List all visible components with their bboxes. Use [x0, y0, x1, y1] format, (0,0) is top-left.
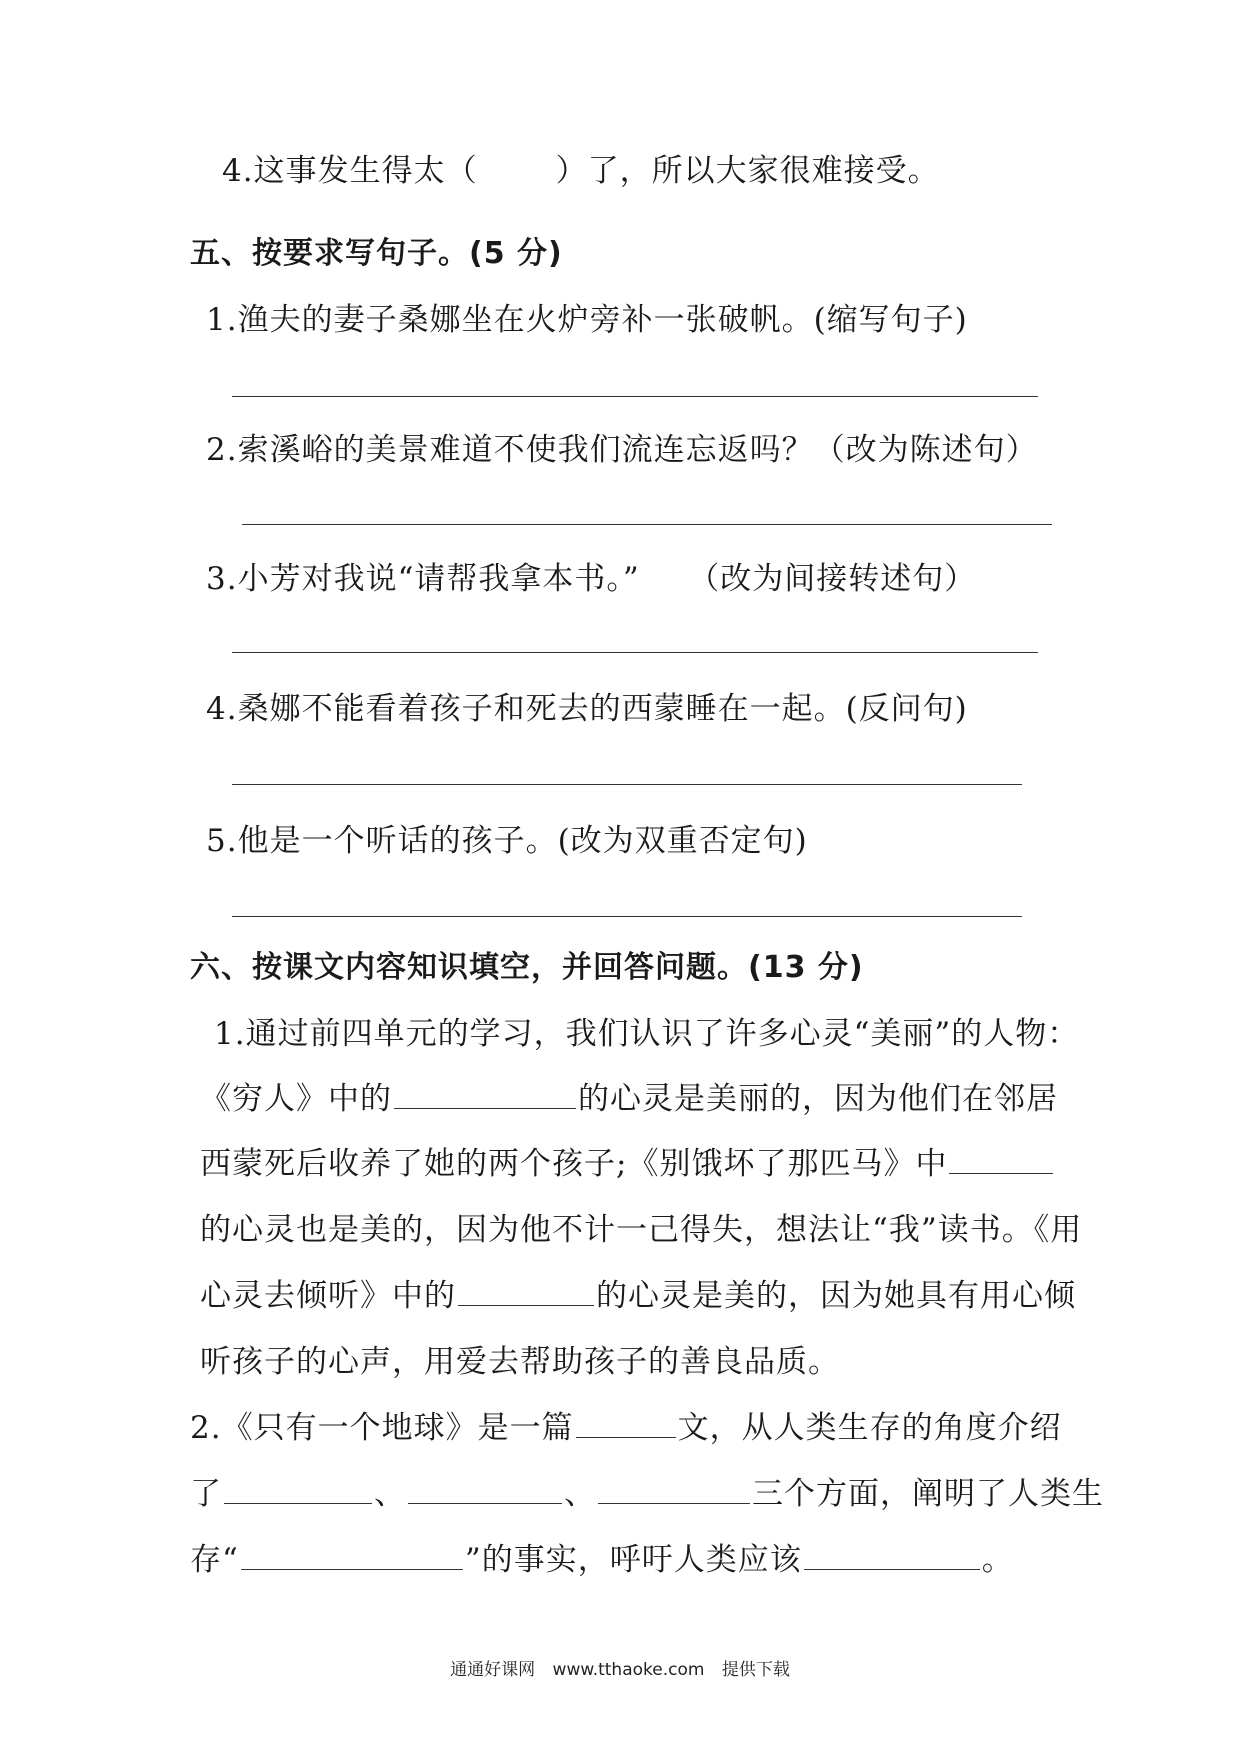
- q2-text: 了: [190, 1476, 222, 1512]
- q2-text: 三个方面，阐明了人类生: [752, 1476, 1104, 1512]
- section-6-q1-line-1: 1.通过前四单元的学习，我们认识了许多心灵“美丽”的人物：: [214, 1016, 1080, 1052]
- question-4-item-4: [222, 145, 940, 190]
- answer-line-2[interactable]: [242, 524, 1052, 525]
- fill-blank-fact[interactable]: [241, 1568, 463, 1570]
- q1-text: 西蒙死后收养了她的两个孩子;《别饿坏了那匹马》中: [200, 1146, 948, 1182]
- q1-text: 《穷人》中的: [200, 1081, 392, 1117]
- section-6-q1-line-6: 听孩子的心声，用爱去帮助孩子的善良品质。: [200, 1344, 840, 1380]
- footer: [0, 1655, 1240, 1680]
- footer-note: 提供下载: [721, 1660, 790, 1680]
- answer-line-1[interactable]: [232, 396, 1038, 397]
- section-6-q2-line-3: [190, 1534, 1014, 1579]
- section-5-item-3: 3.小芳对我说“请帮我拿本书。” （改为间接转述句）: [206, 561, 977, 597]
- section-5-item-4: 4.桑娜不能看着孩子和死去的西蒙睡在一起。(反问句): [206, 691, 968, 727]
- fill-blank-horse[interactable]: [949, 1172, 1053, 1174]
- footer-url[interactable]: www.tthaoke.com: [552, 1660, 705, 1680]
- section-6-q1-line-2: [200, 1073, 1058, 1118]
- section-5-item-2: 2.索溪峪的美景难道不使我们流连忘返吗？（改为陈述句）: [206, 432, 1038, 468]
- section-6-q1-line-5: [200, 1270, 1076, 1315]
- fill-blank-genre[interactable]: [576, 1436, 676, 1438]
- section-6-q1-line-3: [200, 1138, 1055, 1183]
- section-6-title: 六、按课文内容知识填空，并回答问题。(13 分): [190, 950, 864, 985]
- q2-text: 文，从人类生存的角度介绍: [677, 1410, 1062, 1446]
- q4-item4-after: ）了，所以大家很难接受。: [555, 153, 940, 189]
- fill-blank-qiongren[interactable]: [394, 1107, 576, 1109]
- fill-blank-should[interactable]: [804, 1568, 980, 1570]
- q2-text: 2.《只有一个地球》是一篇: [190, 1410, 574, 1446]
- q2-text: 、: [374, 1476, 406, 1512]
- answer-line-3[interactable]: [232, 652, 1038, 653]
- answer-line-4[interactable]: [232, 784, 1022, 785]
- q2-text: 。: [981, 1542, 1014, 1578]
- q2-text: ”的事实，呼吁人类应该: [464, 1542, 802, 1578]
- section-5-title: 五、按要求写句子。(5 分): [190, 236, 563, 271]
- fill-blank-aspect-3[interactable]: [598, 1502, 750, 1504]
- q4-item4-before: 4.这事发生得太（: [222, 153, 478, 189]
- section-6-q2-line-2: [190, 1468, 1104, 1513]
- fill-blank-listen[interactable]: [458, 1304, 594, 1306]
- answer-line-5[interactable]: [232, 916, 1022, 917]
- section-5-item-1: 1.渔夫的妻子桑娜坐在火炉旁补一张破帆。(缩写句子): [206, 302, 968, 338]
- section-6-q2-line-1: [190, 1402, 1062, 1447]
- fill-blank-aspect-1[interactable]: [224, 1502, 372, 1504]
- q1-text: 心灵去倾听》中的: [200, 1278, 456, 1314]
- q2-text: 存“: [190, 1542, 239, 1578]
- footer-site: 通通好课网: [450, 1660, 536, 1680]
- section-5-item-5: 5.他是一个听话的孩子。(改为双重否定句): [206, 823, 808, 859]
- q1-text: 的心灵是美的，因为她具有用心倾: [596, 1278, 1076, 1314]
- section-6-q1-line-4: 的心灵也是美的，因为他不计一己得失，想法让“我”读书。《用: [200, 1212, 1083, 1248]
- q2-text: 、: [564, 1476, 596, 1512]
- fill-blank-aspect-2[interactable]: [408, 1502, 562, 1504]
- q1-text: 的心灵是美丽的，因为他们在邻居: [578, 1081, 1058, 1117]
